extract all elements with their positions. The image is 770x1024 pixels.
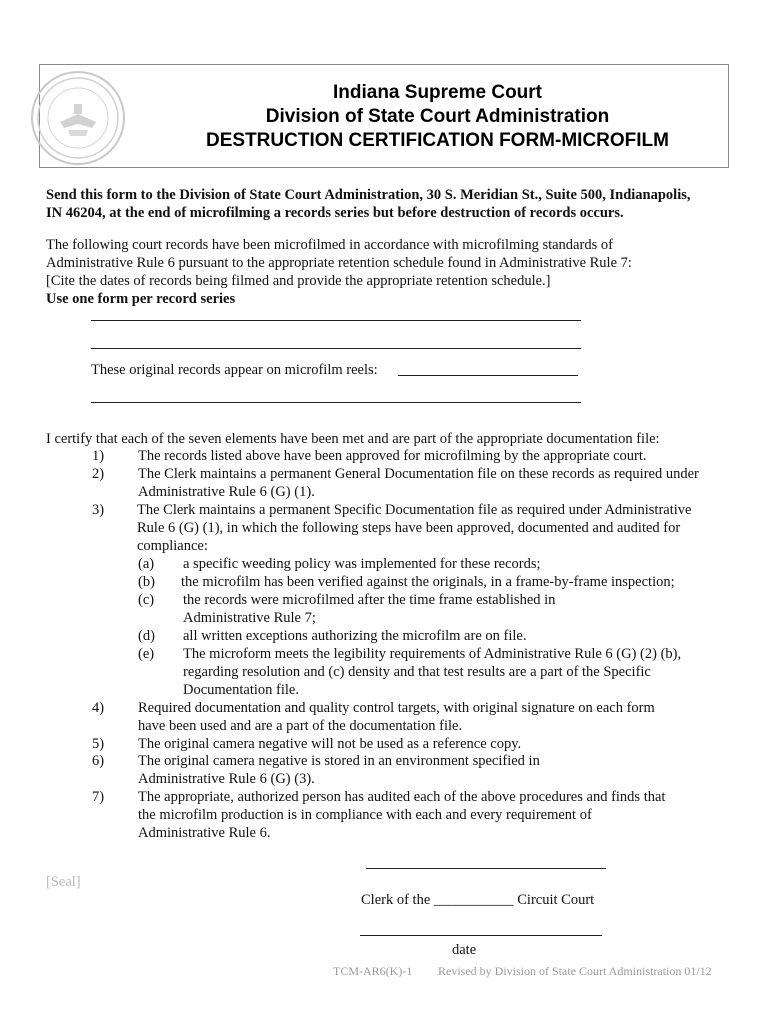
subitem-text: all written exceptions authorizing the microfilm are on file.	[183, 628, 527, 644]
item-text: The appropriate, authorized person has audited each of the above procedures and finds that	[138, 789, 666, 805]
item-number: 2)	[92, 466, 105, 482]
item-number: 3)	[92, 502, 105, 518]
clerk-signature-line[interactable]	[366, 868, 606, 869]
item-number: 4)	[92, 700, 105, 716]
item-number: 6)	[92, 753, 105, 769]
item-text: the microfilm production is in compliance with each and every requirement of	[138, 807, 592, 823]
records-paragraph-line-1: The following court records have been microfilmed in accordance with microfilming standards of	[46, 237, 613, 253]
records-paragraph-line-2: Administrative Rule 6 pursuant to the appropriate retention schedule found in Administrative Rule 7:	[46, 255, 632, 271]
header-line-3: DESTRUCTION CERTIFICATION FORM-MICROFILM	[206, 130, 669, 151]
subitem-label: (e)	[138, 646, 155, 662]
subitem-text: Documentation file.	[183, 682, 299, 698]
reels-label: These original records appear on microfilm reels:	[91, 362, 378, 378]
subitem-text: Administrative Rule 7;	[183, 610, 316, 626]
subitem-label: (b)	[138, 574, 155, 590]
subitem-label: (d)	[138, 628, 155, 644]
record-entry-line-1[interactable]	[91, 320, 581, 321]
header-line-1: Indiana Supreme Court	[332, 82, 543, 103]
item-text: Administrative Rule 6.	[138, 825, 271, 841]
item-text: The records listed above have been approved for microfilming by the appropriate court.	[138, 448, 647, 464]
item-number: 7)	[92, 789, 105, 805]
subitem-text: regarding resolution and (c) density and that test results are a part of the Specific	[183, 664, 651, 680]
subitem-text: a specific weeding policy was implemented for these records;	[183, 556, 541, 572]
subitem-text: The microform meets the legibility requirements of Administrative Rule 6 (G) (2) (b),	[183, 646, 682, 662]
item-text: have been used and are a part of the documentation file.	[138, 718, 463, 734]
date-line[interactable]	[360, 935, 602, 936]
date-label: date	[452, 942, 477, 958]
record-entry-line-3[interactable]	[91, 402, 581, 403]
header-line-2: Division of State Court Administration	[265, 106, 610, 127]
court-seal-icon	[30, 70, 126, 166]
form-code: TCM-AR6(K)-1	[333, 964, 413, 978]
item-text: The Clerk maintains a permanent Specific Documentation file as required under Administrative	[137, 502, 692, 518]
record-entry-line-2[interactable]	[91, 348, 581, 349]
seal-label: [Seal]	[46, 874, 81, 890]
records-paragraph-line-3: [Cite the dates of records being filmed and provide the appropriate retention schedule.]	[46, 273, 551, 289]
item-number: 5)	[92, 736, 105, 752]
clerk-label: Clerk of the ___________ Circuit Court	[361, 892, 595, 908]
subitem-label: (a)	[138, 556, 155, 572]
item-text: The Clerk maintains a permanent General Documentation file on these records as required under	[138, 466, 699, 482]
item-text: The original camera negative is stored in an environment specified in	[138, 753, 540, 769]
subitem-text: the microfilm has been verified against the originals, in a frame-by-frame inspection;	[181, 574, 675, 590]
send-instruction-line-2: IN 46204, at the end of microfilming a records series but before destruction of records occurs.	[46, 205, 624, 221]
subitem-text: the records were microfilmed after the time frame established in	[183, 592, 556, 608]
item-text: Rule 6 (G) (1), in which the following steps have been approved, documented and audited for	[137, 520, 681, 536]
certify-intro: I certify that each of the seven elements have been met and are part of the appropriate documentation file:	[46, 431, 660, 447]
item-text: Required documentation and quality control targets, with original signature on each form	[138, 700, 655, 716]
item-number: 1)	[92, 448, 105, 464]
item-text: compliance:	[137, 538, 208, 554]
records-paragraph-line-4: Use one form per record series	[46, 291, 236, 307]
subitem-label: (c)	[138, 592, 155, 608]
item-text: Administrative Rule 6 (G) (3).	[138, 771, 315, 787]
send-instruction-line-1: Send this form to the Division of State Court Administration, 30 S. Meridian St., Suite 500, Indianapolis,	[46, 187, 691, 203]
reels-entry-line[interactable]	[398, 375, 578, 376]
item-text: The original camera negative will not be used as a reference copy.	[138, 736, 522, 752]
item-text: Administrative Rule 6 (G) (1).	[138, 484, 315, 500]
revision-note: Revised by Division of State Court Administration 01/12	[438, 964, 712, 978]
